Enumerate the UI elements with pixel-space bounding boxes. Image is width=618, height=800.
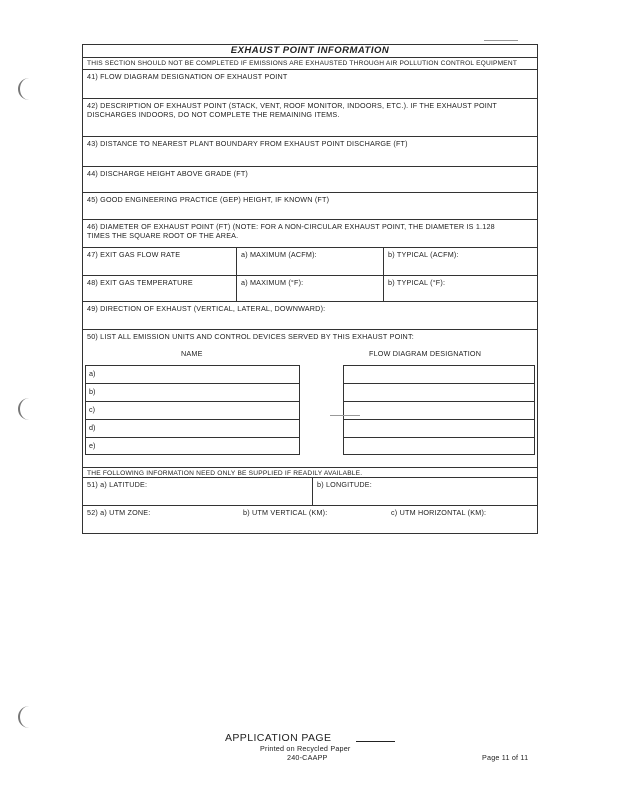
field-47a-max-acfm[interactable]: a) MAXIMUM (ACFM): [236, 248, 383, 275]
form-notice: THIS SECTION SHOULD NOT BE COMPLETED IF EMISSIONS ARE EXHAUSTED THROUGH AIR POLLUTION CONTROL EQUIPMENT [83, 58, 537, 70]
printed-note: Printed on Recycled Paper [260, 744, 351, 753]
field-43-label: 43) DISTANCE TO NEAREST PLANT BOUNDARY FROM EXHAUST POINT DISCHARGE (FT) [87, 139, 408, 148]
application-page-title: APPLICATION PAGE [225, 732, 332, 744]
field-44-label: 44) DISCHARGE HEIGHT ABOVE GRADE (FT) [87, 169, 249, 178]
binder-punch-mark-top [18, 78, 30, 100]
exhaust-point-form [82, 44, 538, 534]
binder-punch-mark-bottom [18, 706, 30, 728]
emission-unit-name-table [85, 365, 300, 455]
emission-unit-row[interactable] [86, 438, 299, 455]
emission-unit-row[interactable] [86, 402, 299, 420]
field-51a-latitude[interactable]: 51) a) LATITUDE: [87, 480, 148, 489]
scan-artifact [484, 40, 518, 41]
scan-artifact [330, 415, 360, 416]
flow-designation-row[interactable] [344, 402, 534, 420]
page-indicator: Page 11 of 11 [482, 753, 529, 762]
flow-designation-row[interactable] [344, 384, 534, 402]
field-52a-utm-zone[interactable]: 52) a) UTM ZONE: [87, 508, 151, 517]
field-50-label: 50) LIST ALL EMISSION UNITS AND CONTROL DEVICES SERVED BY THIS EXHAUST POINT: [87, 332, 414, 341]
flow-designation-row[interactable] [344, 420, 534, 438]
field-42-label: 42) DESCRIPTION OF EXHAUST POINT (STACK, VENT, ROOF MONITOR, INDOORS, ETC.). IF THE EXHAUST POINT DISCHARGES INDOORS, DO NOT COMPLETE THE REMAINING ITEMS. [87, 101, 497, 119]
field-46-label: 46) DIAMETER OF EXHAUST POINT (FT) (NOTE: FOR A NON-CIRCULAR EXHAUST POINT, THE DIAMETER IS 1.128 TIMES THE SQUARE ROOT OF THE AREA. [87, 222, 495, 240]
field-45-gep-height[interactable] [83, 193, 537, 220]
row-label: a) [89, 369, 96, 378]
field-52b-utm-vertical[interactable]: b) UTM VERTICAL (KM): [243, 508, 328, 517]
emission-unit-row[interactable] [86, 420, 299, 438]
form-number: 240-CAAPP [287, 753, 328, 762]
field-49-label: 49) DIRECTION OF EXHAUST (VERTICAL, LATERAL, DOWNWARD): [87, 304, 326, 313]
field-41-label: 41) FLOW DIAGRAM DESIGNATION OF EXHAUST POINT [87, 72, 288, 81]
field-48a-max-temp[interactable]: a) MAXIMUM (°F): [236, 276, 383, 301]
field-51b-longitude[interactable]: b) LONGITUDE: [312, 478, 537, 505]
field-44-discharge-height[interactable] [83, 167, 537, 193]
emission-unit-row[interactable] [86, 384, 299, 402]
flow-designation-table [343, 365, 535, 455]
field-48-exit-gas-temperature [83, 276, 537, 302]
form-title: EXHAUST POINT INFORMATION [83, 45, 537, 58]
field-48b-typical-temp[interactable]: b) TYPICAL (°F): [383, 276, 537, 301]
field-42-exhaust-description[interactable] [83, 99, 537, 137]
field-47b-typical-acfm[interactable]: b) TYPICAL (ACFM): [383, 248, 537, 275]
emission-unit-row[interactable] [86, 366, 299, 384]
binder-punch-mark-middle [18, 398, 30, 420]
row-label: b) [89, 387, 96, 396]
field-45-label: 45) GOOD ENGINEERING PRACTICE (GEP) HEIGHT, IF KNOWN (FT) [87, 195, 330, 204]
application-page-number-blank[interactable] [356, 741, 395, 742]
field-52c-utm-horizontal[interactable]: c) UTM HORIZONTAL (KM): [391, 508, 487, 517]
column-header-flow-designation: FLOW DIAGRAM DESIGNATION [369, 349, 482, 358]
row-label: c) [89, 405, 95, 414]
field-46-exhaust-diameter[interactable] [83, 220, 537, 248]
field-49-exhaust-direction[interactable] [83, 302, 537, 330]
field-48-label: 48) EXIT GAS TEMPERATURE [87, 278, 193, 287]
flow-designation-row[interactable] [344, 438, 534, 455]
column-header-name: NAME [181, 349, 203, 358]
field-43-boundary-distance[interactable] [83, 137, 537, 167]
field-41-flow-diagram-designation[interactable] [83, 70, 537, 99]
supplied-notice: THE FOLLOWING INFORMATION NEED ONLY BE SUPPLIED IF READILY AVAILABLE. [83, 467, 537, 478]
field-47-label: 47) EXIT GAS FLOW RATE [87, 250, 181, 259]
flow-designation-row[interactable] [344, 366, 534, 384]
row-label: d) [89, 423, 96, 432]
field-47-exit-gas-flow-rate [83, 248, 537, 276]
field-51-coordinates [83, 478, 537, 506]
field-52-utm [83, 506, 537, 534]
row-label: e) [89, 441, 96, 450]
